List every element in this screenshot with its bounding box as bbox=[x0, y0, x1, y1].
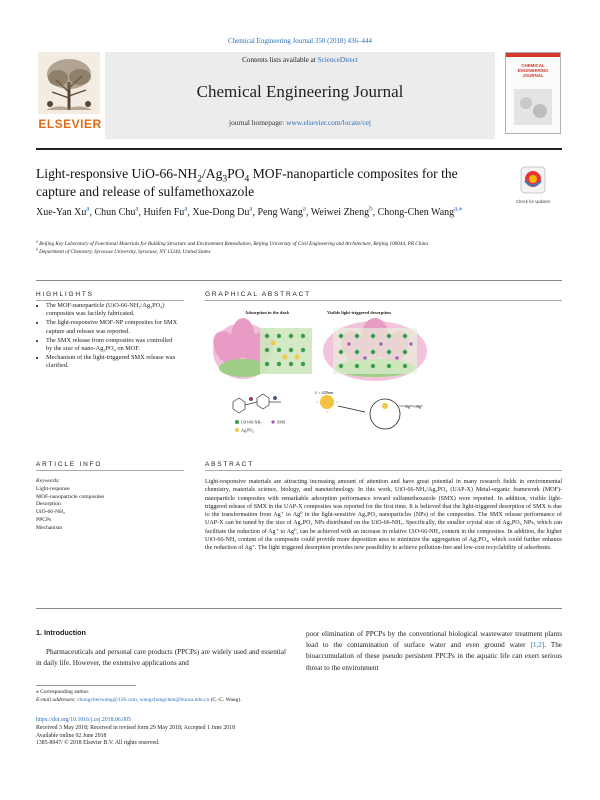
ga-right-caption: Visible light-triggered desorption bbox=[327, 310, 391, 315]
author-affiliation-marker[interactable]: a,⁎ bbox=[454, 204, 463, 213]
article-info-rule bbox=[36, 470, 184, 471]
ga-light-source bbox=[315, 390, 365, 413]
author-affiliation-marker[interactable]: a bbox=[135, 204, 139, 213]
ga-legend bbox=[235, 420, 286, 433]
introduction-heading: 1. Introduction bbox=[36, 628, 86, 637]
keyword: Desorption bbox=[36, 501, 61, 508]
author-name[interactable]: Chun Chu bbox=[94, 207, 136, 218]
check-updates-label: Check for updates bbox=[516, 199, 550, 204]
journal-homepage bbox=[105, 118, 495, 127]
received-dates: Received 3 May 2018; Received in revised form 29 May 2018; Accepted 1 June 2018 bbox=[36, 724, 235, 731]
svg-text:SMX: SMX bbox=[277, 419, 286, 425]
footnote bbox=[36, 689, 562, 704]
highlight-item: • The SMX release from composites was controlled by the size of nano-Ag₃PO₄ on MOF. bbox=[46, 337, 178, 354]
author-name[interactable]: Peng Wang bbox=[257, 207, 303, 218]
author-name[interactable]: Xue-Yan Xu bbox=[36, 207, 87, 218]
doi-block bbox=[36, 717, 562, 748]
homepage-link[interactable]: www.elsevier.com/locate/cej bbox=[286, 118, 371, 127]
elsevier-tree-logo bbox=[38, 52, 100, 127]
keywords-label: Keywords: bbox=[36, 478, 61, 484]
affiliation-b: $^b$ Department of Chemistry, Syracuse University, Syracuse, NY 13244, United States bbox=[36, 246, 211, 255]
highlights-label: HIGHLIGHTS bbox=[36, 291, 94, 298]
contents-prefix: Contents lists available at bbox=[242, 56, 318, 64]
email-line: E-mail addresses: chongchenwang@126.com, wangchongchen@bucea.edu.cn (C.-C. Wang). bbox=[36, 696, 242, 703]
journal-title: Chemical Engineering Journal bbox=[196, 82, 404, 101]
homepage-prefix: journal homepage: bbox=[229, 118, 287, 127]
journal-cover-thumbnail bbox=[505, 52, 561, 134]
author-list: Xue-Yan Xu$^a$, Chun Chu$^a$, Huifen Fu$^a$, Xue-Dong Du$^a$, Peng Wang$^a$, Weiwei Zheng$^b$, Chong-Chen Wang$^{a,⁎}$ bbox=[36, 204, 463, 218]
svg-text:UiO-66-NH₂: UiO-66-NH₂ bbox=[241, 419, 262, 425]
available-online: Available online 02 June 2018 bbox=[36, 732, 107, 739]
ga-left-caption: Adsorption in the dark bbox=[245, 310, 290, 315]
highlights-list bbox=[36, 302, 178, 371]
intro-column-1: Pharmaceuticals and personal care products (PPCPs) are widely used and essential in daily life. However, the extensive applications and bbox=[36, 648, 286, 668]
corresponding-author-note: ⁎ Corresponding author. bbox=[36, 689, 90, 695]
section-rule bbox=[36, 280, 562, 281]
intro-column-2: poor elimination of PPCPs by the conventional biological wastewater treatment plants lead to the contamination of surface water and even ground water [1,2]. The bioaccumulation of these pseudo persistent PPCPs in the aquatic life can exert serious threat to the environment bbox=[306, 630, 562, 672]
author-affiliation-marker[interactable]: a bbox=[86, 204, 90, 213]
author-affiliation-marker[interactable]: a bbox=[249, 204, 253, 213]
highlight-item: • The MOF-nanoparticle (UiO-66-NH₂/Ag₃PO₄) composites was facilely fabricated. bbox=[46, 302, 178, 319]
abstract-text: Light-responsive materials are attracting increasing amount of attention and have great potential in many research fields in environmental chemistry, materials science, biology, and nanotechnology. In this work, UiO-66-NH₂/Ag₃PO₄ (UAP-X) Metal-organic framework (MOF)-nanoparticle composites with remarkable adsorption performance toward sulfamethoxazole (SMX) were reported. In addition, visible light-triggered release of SMX in the UAP-X composites was reported for the first time. It is believed that the light-triggered desorption of SMX is due to the transformation from Ag⁺ to Ag⁰ in the light-sensitive Ag₃PO₄ nanoparticles (NPs) of the composites. The SMX release performance of UAP-X can be tuned by the size of Ag₃PO₄ NPs distributed on the UiO-66-NH₂. Specifically, the smaller crystal size of Ag₃PO₄ NPs, which can facilitate the reduction of Ag⁺ to Ag⁰, can be achieved with an increase in relative UiO-66-NH₂ content in the composites. In addition, the higher UiO-66-NH₂ content of the composite could provide more deposition area to minimize the aggregation of Ag₃PO₄, which could further enhance the reduction of Ag⁺. The light triggered desorption provides new possibility to achieve pollution-free and low-cost recyclability of adsorbents. bbox=[205, 479, 562, 551]
keyword: Mechanism bbox=[36, 524, 63, 531]
abstract-label: ABSTRACT bbox=[205, 461, 255, 468]
journal-citation[interactable]: Chemical Engineering Journal 350 (2018) 436–444 bbox=[227, 37, 373, 45]
keywords-block bbox=[36, 478, 176, 533]
crossmark-icon bbox=[510, 166, 556, 194]
affiliations bbox=[36, 241, 562, 256]
highlight-item: • Mechanism of the light-triggered SMX release was clarified. bbox=[46, 354, 178, 371]
author-affiliation-marker[interactable]: a bbox=[302, 204, 306, 213]
graphical-abstract-figure bbox=[205, 306, 460, 441]
article-info-label: ARTICLE INFO bbox=[36, 461, 103, 468]
ga-particle-diagram bbox=[370, 399, 423, 429]
svg-text:Ag₃PO₄: Ag₃PO₄ bbox=[241, 427, 254, 433]
cover-title: CHEMICAL ENGINEERING JOURNAL bbox=[517, 63, 549, 78]
highlight-item: • The light-responsive MOF-NP composites for SMX capture and release was reported. bbox=[46, 319, 178, 336]
graphical-abstract-label: GRAPHICAL ABSTRACT bbox=[205, 291, 311, 298]
svg-text:λ > 420nm: λ > 420nm bbox=[315, 390, 334, 395]
abstract-bottom-rule bbox=[36, 608, 562, 609]
footnote-rule bbox=[36, 685, 136, 686]
sciencedirect-link[interactable]: ScienceDirect bbox=[317, 56, 358, 64]
keyword: Light-response bbox=[36, 485, 70, 492]
abstract-rule bbox=[205, 470, 562, 471]
author-name[interactable]: Chong-Chen Wang bbox=[377, 207, 455, 218]
keyword: MOF-nanoparticle composites bbox=[36, 493, 105, 500]
keyword: UiO-66-NH₂ bbox=[36, 509, 65, 516]
copyright: 1385-8947/ © 2018 Elsevier B.V. All rights reserved. bbox=[36, 740, 160, 747]
cover-figure bbox=[514, 89, 552, 125]
author-name[interactable]: Huifen Fu bbox=[143, 207, 185, 218]
ga-left-mof bbox=[260, 328, 312, 374]
ga-smx-molecule bbox=[233, 394, 281, 413]
article-title: Light-responsive UiO-$66-NH_2/Ag_3PO_4$ MOF-nanoparticle composites for the capture and release of sulfamethoxazole bbox=[36, 166, 458, 199]
doi-link[interactable]: https://doi.org/10.1016/j.cej.2018.06.005 bbox=[36, 717, 131, 723]
contents-line bbox=[105, 56, 495, 64]
author-affiliation-marker[interactable]: b bbox=[369, 204, 373, 213]
cover-band bbox=[506, 53, 560, 57]
email-links[interactable]: chongchenwang@126.com, wangchongchen@bucea.edu.cn bbox=[77, 696, 210, 703]
author-name[interactable]: Weiwei Zheng bbox=[310, 207, 370, 218]
ga-right-mof bbox=[333, 328, 417, 374]
reference-link[interactable]: [1,2] bbox=[530, 641, 545, 650]
check-for-updates-button[interactable] bbox=[510, 166, 556, 206]
affiliation-a: $^a$ Beijing Key Laboratory of Functional Materials for Building Structure and Environment Remediation, Beijing University of Civil Engineering and Architecture, Beijing 100044, PR China bbox=[36, 239, 428, 247]
author-affiliation-marker[interactable]: a bbox=[184, 204, 188, 213]
svg-text:Ag⁺→Ag⁰: Ag⁺→Ag⁰ bbox=[405, 404, 423, 409]
header-rule bbox=[36, 148, 562, 150]
keyword: PPCPs bbox=[36, 516, 52, 523]
publisher-logo-text: ELSEVIER bbox=[38, 117, 102, 131]
highlights-rule bbox=[36, 300, 184, 301]
author-name[interactable]: Xue-Dong Du bbox=[192, 207, 250, 218]
graphical-abstract-rule bbox=[205, 300, 562, 301]
